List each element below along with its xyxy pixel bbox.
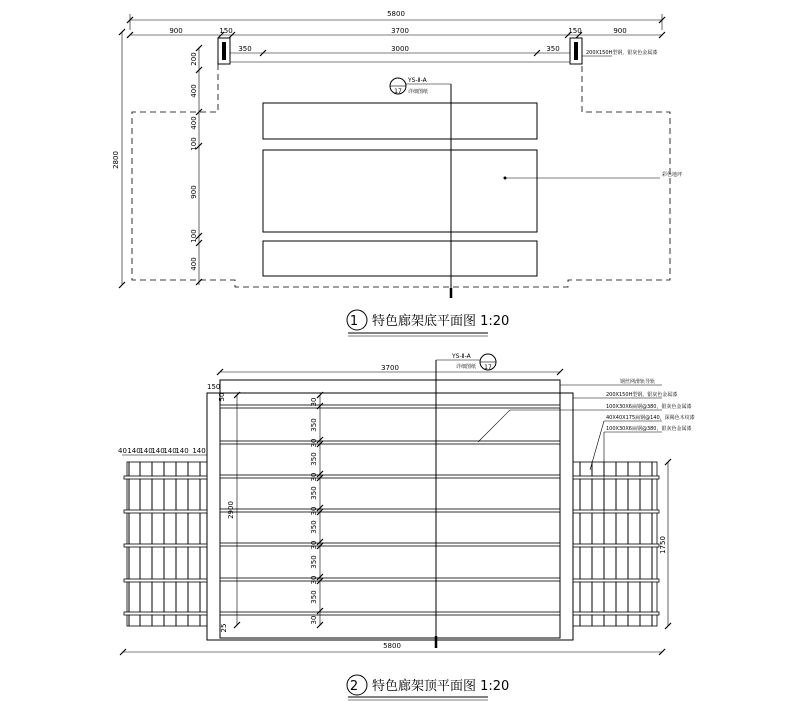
p1-note-floor: 彩色地坪: [662, 172, 683, 178]
p2-note-4: 100X30X6扁钢@380，银灰色金属漆: [606, 426, 692, 432]
svg-text:30: 30: [310, 575, 318, 585]
p1-section-marker: [390, 77, 428, 95]
svg-text:140: 140: [163, 447, 177, 455]
svg-text:140: 140: [192, 447, 206, 455]
p2-slat-dims: [118, 447, 206, 455]
svg-text:140: 140: [151, 447, 165, 455]
svg-text:140: 140: [139, 447, 153, 455]
svg-text:2: 2: [349, 679, 359, 694]
svg-text:140: 140: [127, 447, 141, 455]
plan2: [118, 353, 695, 700]
p1-vdim-400a: 400: [190, 84, 198, 98]
svg-text:350: 350: [310, 555, 318, 569]
svg-text:30: 30: [310, 506, 318, 516]
p2-left-slats: [124, 462, 207, 626]
p2-right-slats: [573, 462, 659, 626]
p1-dim-right-150: 150: [568, 27, 582, 35]
p1-dim-3000: 3000: [391, 45, 409, 53]
p1-vdim-200: 200: [190, 52, 198, 66]
p1-dim-left-900: 900: [169, 27, 183, 35]
svg-text:140: 140: [175, 447, 189, 455]
svg-text:30: 30: [310, 540, 318, 550]
p1-vdim-400b: 400: [190, 116, 198, 130]
p1-dim-right-900: 900: [613, 27, 627, 35]
p2-dim-3700: 3700: [381, 364, 399, 372]
svg-text:17: 17: [394, 88, 402, 95]
svg-text:1: 1: [349, 314, 359, 329]
p1-title-block: [347, 310, 509, 336]
svg-text:350: 350: [310, 486, 318, 500]
p2-vdims: [310, 398, 318, 625]
p1-panel-top: [263, 103, 537, 139]
p2-outer-frame: [207, 393, 573, 640]
svg-text:350: 350: [310, 418, 318, 432]
p1-dim-3700: 3700: [391, 27, 409, 35]
p2-notes: [606, 378, 695, 432]
svg-text:30: 30: [310, 472, 318, 482]
p1-dim-left-150: 150: [219, 27, 233, 35]
p2-note-1: 200X150H型钢，银灰色金属漆: [606, 392, 678, 398]
svg-text:350: 350: [310, 520, 318, 534]
p1-dim-350-right: 350: [546, 45, 560, 53]
p1-vdim-400c: 400: [190, 257, 198, 271]
svg-text:30: 30: [310, 615, 318, 625]
p2-note-0: 钢丝网滑轨导轨: [620, 379, 656, 385]
p2-dim-25: 25: [220, 623, 228, 633]
p1-note-steel: 200X150H型钢，银灰色金属漆: [586, 50, 658, 56]
p2-dim-1750: 1750: [659, 536, 667, 554]
p1-panel-mid: [263, 150, 537, 232]
p2-note-3: 40X40X175扁钢@140，深褐色木纹漆: [606, 415, 695, 421]
p1-dim-350-left: 350: [238, 45, 252, 53]
p2-dim-5800: 5800: [383, 642, 401, 650]
svg-text:350: 350: [310, 590, 318, 604]
svg-text:30: 30: [310, 397, 318, 407]
p2-dim-150: 150: [207, 383, 221, 391]
p2-title: 特色廊架顶平面图 1:20: [372, 679, 510, 694]
svg-text:详细图纸: 详细图纸: [456, 364, 477, 370]
p1-dim-2800: 2800: [112, 151, 120, 169]
p1-title: 特色廊架底平面图 1:20: [372, 314, 510, 329]
svg-text:YS-Ⅱ-A: YS-Ⅱ-A: [452, 353, 471, 360]
svg-text:40: 40: [118, 447, 127, 455]
p2-dim-50: 50: [218, 392, 226, 402]
p1-vdim-100b: 100: [190, 229, 198, 243]
svg-text:详细图纸: 详细图纸: [408, 89, 429, 95]
p2-flat-bars: [220, 405, 560, 615]
p2-dim-2900: 2900: [227, 501, 235, 519]
p2-note-2: 100X30X6扁钢@380，银灰色金属漆: [606, 404, 692, 410]
p1-vdim-100a: 100: [190, 137, 198, 151]
svg-text:350: 350: [310, 452, 318, 466]
svg-text:30: 30: [310, 438, 318, 448]
svg-text:YS-Ⅱ-A: YS-Ⅱ-A: [408, 77, 427, 84]
p2-section-marker: [451, 353, 496, 371]
p1-vdim-900: 900: [190, 185, 198, 199]
p2-title-block: [347, 675, 509, 700]
svg-text:17: 17: [484, 364, 492, 371]
p1-dim-total: 5800: [387, 10, 405, 18]
p1-panel-bottom: [263, 241, 537, 276]
plan1: [112, 10, 682, 336]
